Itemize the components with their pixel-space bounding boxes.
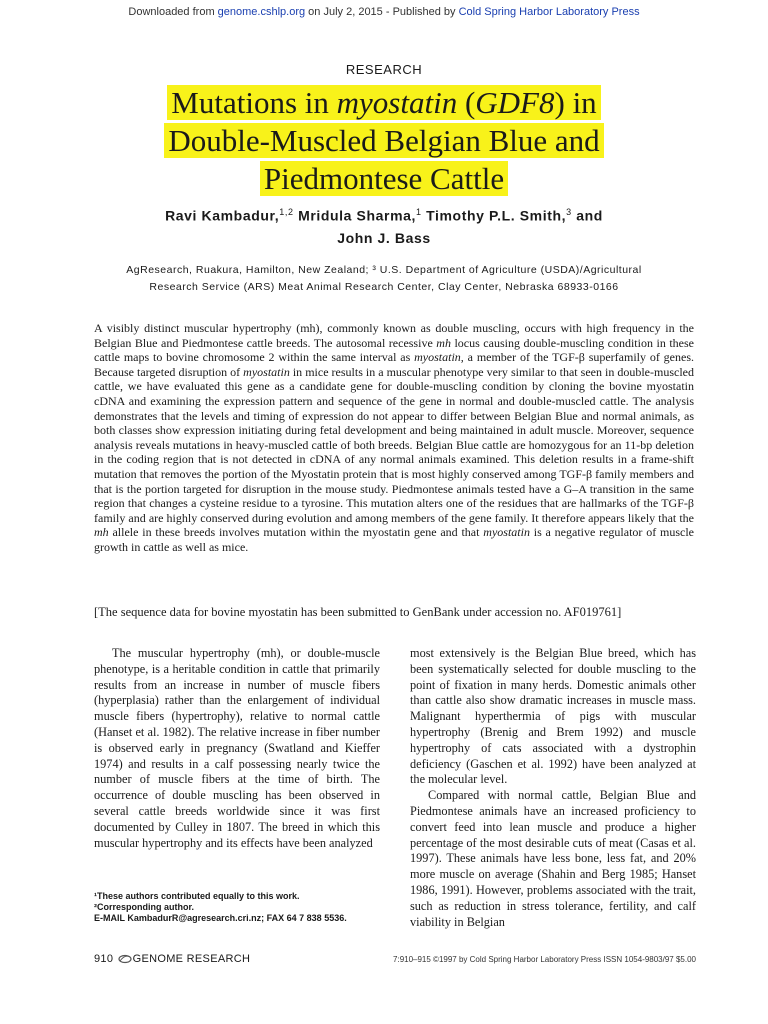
footnote: ²Corresponding author.: [94, 902, 194, 912]
site-link[interactable]: genome.cshlp.org: [217, 6, 306, 18]
banner-prefix: Downloaded from: [128, 6, 218, 18]
body-paragraph: Compared with normal cattle, Belgian Blue and Piedmontese animals have an increased proficiency to convert feed into lean muscle and produce a higher percentage of the most desirable cuts of meat (Casas et al. 1997). These animals have less bone, less fat, and 20% more muscle on average (Shahin and Berg 1985; Hanset 1986, 1991). However, problems associated with the trait, such as reduction in stress tolerance, fertility, and calf viability in Belgian: [410, 788, 696, 929]
body-column-right: [410, 646, 696, 930]
journal-logo-icon: [118, 954, 132, 964]
journal-name: GENOME RESEARCH: [132, 953, 251, 965]
page-number: 910: [94, 953, 114, 965]
title-line-3: Piedmontese Cattle: [260, 161, 508, 196]
page-footer: [94, 953, 250, 965]
body-column-left: [94, 646, 380, 851]
publisher-link[interactable]: Cold Spring Harbor Laboratory Press: [458, 6, 640, 18]
download-banner: [0, 6, 768, 18]
genbank-note: [The sequence data for bovine myostatin has been submitted to GenBank under accession no. AF019761]: [94, 605, 622, 619]
abstract: A visibly distinct muscular hypertrophy (mh), commonly known as double muscling, occurs with high frequency in the Belgian Blue and Piedmontese cattle breeds. The autosomal recessive mh locus causing double-muscling condition in these cattle maps to bovine chromosome 2 within the same interval as myostatin, a member of the TGF-β superfamily of genes. Because targeted disruption of myostatin in mice results in a muscular phenotype very similar to that seen in double-muscled cattle, we have evaluated this gene as a candidate gene for double-muscling condition by cloning the bovine myostatin cDNA and examining the expression pattern and sequence of the gene in normal and double-muscled cattle. The analysis demonstrates that the levels and timing of expression do not appear to differ between Belgian Blue and normal animals, as both classes show expression initiating during fetal development and being maintained in adult muscle. Moreover, sequence analysis reveals mutations in heavy-muscled cattle of both breeds. Belgian Blue cattle are homozygous for an 11-bp deletion in the coding region that is not detected in cDNA of any normal animals examined. This deletion results in a frame-shift mutation that removes the portion of the Myostatin protein that is most highly conserved among TGF-β family members and that is the portion targeted for disruption in the mouse study. Piedmontese animals tested have a G–A transition in the same region that changes a cysteine residue to a tyrosine. This mutation alters one of the residues that are hallmarks of the TGF-β family and are highly conserved during evolution and among members of the gene family. It therefore appears likely that the mh allele in these breeds involves mutation within the myostatin gene and that myostatin is a negative regulator of muscle growth in cattle as well as mice.: [94, 321, 695, 554]
banner-middle: on July 2, 2015 - Published by: [305, 6, 459, 18]
footnote-email: E-MAIL KambadurR@agresearch.cri.nz; FAX 64 7 838 5536.: [94, 913, 347, 923]
affiliations: AgResearch, Ruakura, Hamilton, New Zealand; ³ U.S. Department of Agriculture (USDA)/Agricultural Research Service (ARS) Meat Animal Research Center, Clay Center, Nebraska 68933-0166: [126, 264, 642, 293]
section-label: RESEARCH: [345, 62, 423, 77]
title-line-2: Double-Muscled Belgian Blue and: [164, 123, 603, 158]
article-title: [0, 84, 768, 198]
footnotes: [94, 891, 394, 924]
title-line-1: Mutations in myostatin (GDF8) in: [167, 85, 600, 120]
author-list: Ravi Kambadur,$^{1,2}$ Mridula Sharma,$^1$ Timothy P.L. Smith,$^3$ and John J. Bass: [165, 207, 603, 246]
citation-line: 7:910–915 ©1997 by Cold Spring Harbor Laboratory Press ISSN 1054-9803/97 $5.00: [393, 955, 696, 964]
body-paragraph: most extensively is the Belgian Blue breed, which has been systematically selected for double muscling to the point of fixation in many herds. Domestic animals other than cattle also show dramatic increases in muscle mass. Malignant hyperthermia of pigs with muscular hypertrophy (Brenig and Brem 1992) and muscle hypertrophy of cats associated with a dystrophin deficiency (Gaschen et al. 1992) have been analyzed at the molecular level.: [410, 646, 696, 787]
body-paragraph: The muscular hypertrophy (mh), or double-muscle phenotype, is a heritable condition in cattle that primarily results from an increase in number of muscle fibers (hyperplasia) rather than the enlargement of individual muscle fibers (hypertrophy), relative to normal cattle (Hanset et al. 1982). The relative increase in fiber number is observed early in pregnancy (Swatland and Kieffer 1974) and results in a calf possessing nearly twice the number of muscle fibers at the time of birth. The occurrence of double muscling has been observed in several cattle breeds worldwide since it was first documented by Culley in 1807. The breed in which this muscular hypertrophy and its effects have been analyzed: [94, 646, 380, 850]
footnote: ¹These authors contributed equally to this work.: [94, 891, 300, 901]
